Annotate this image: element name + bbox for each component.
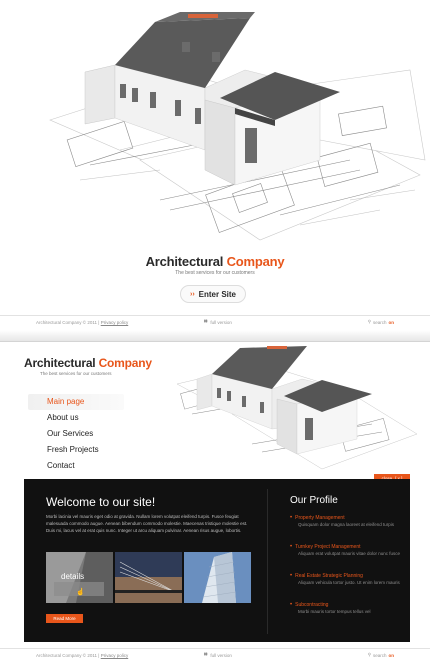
- thumbnail-details-label: details: [61, 572, 85, 581]
- footer-copyright: [36, 653, 128, 658]
- full-version-label: full version: [210, 320, 232, 325]
- inner-house-illustration: [172, 344, 420, 480]
- double-chevron-right-icon: ››: [189, 290, 195, 298]
- copyright-text: Architectural Company © 2011 |: [36, 320, 100, 325]
- full-version-icon: ⌗: [204, 319, 208, 325]
- profile-item-title: Subcontracting: [295, 602, 329, 608]
- profile-item-desc: Morbi mauris tortor tempus tellus vel: [298, 609, 371, 614]
- search-prefix: search: [372, 319, 387, 325]
- footer-search[interactable]: [368, 319, 394, 325]
- logo-text-dark: Architectural: [145, 254, 224, 269]
- section-divider: [0, 330, 430, 342]
- profile-item-desc: Quisquam dolor magna laoreet at eleifend turpis: [298, 522, 395, 527]
- search-icon: ⚲: [367, 652, 371, 657]
- enter-site-label: Enter Site: [198, 289, 236, 299]
- footer-full-version[interactable]: [204, 319, 232, 326]
- nav-item-main-page[interactable]: Main page: [28, 394, 124, 410]
- profile-item-desc: Aliquam vehicula tortor justo. Ut enim lorem mauris: [298, 580, 400, 585]
- bullet-icon: •: [290, 573, 293, 579]
- profile-item[interactable]: [290, 573, 402, 602]
- thumbnail-tower[interactable]: [184, 552, 251, 603]
- nav-item-about-us[interactable]: About us: [47, 413, 79, 422]
- bullet-icon: •: [290, 515, 293, 521]
- profile-item-title: Property Management: [295, 515, 345, 521]
- read-more-button[interactable]: Read More: [46, 614, 83, 623]
- inner-logo-text-accent: Company: [98, 356, 152, 370]
- privacy-policy-link[interactable]: Privacy policy: [100, 653, 129, 658]
- bullet-icon: •: [290, 544, 293, 550]
- copyright-text: Architectural Company © 2011 |: [36, 653, 100, 658]
- welcome-title: Welcome to our site!: [46, 495, 156, 509]
- profile-item-title: Turnkey Project Management: [295, 544, 361, 550]
- profile-item-title: Real Estate Strategic Planning: [295, 573, 363, 579]
- inner-logo-text-dark: Architectural: [24, 356, 96, 370]
- thumbnail-tower-image: [184, 552, 251, 603]
- nav-item-our-services[interactable]: Our Services: [47, 429, 94, 438]
- profile-title: Our Profile: [290, 495, 338, 506]
- thumbnail-gallery: [46, 552, 251, 603]
- welcome-text: Morbi lacinia vel mauris eget odio at gravida. Nullam lorem volutpat eleifend turpis. Fusce feugiat malesuada commodo augue. Aenean bibendum commodo molestie. Maecenas tristique molestie est. Duis mi, lacus vel at erat quis nunc. Integer ut arcu aliquam pulvinar. Aenean risus augue, lobortis.: [46, 514, 248, 533]
- splash-logo[interactable]: [0, 254, 430, 269]
- enter-site-button[interactable]: [180, 285, 246, 303]
- nav-item-contact[interactable]: Contact: [47, 461, 75, 470]
- splash-tagline: The best services for our customers: [175, 270, 255, 276]
- profile-item[interactable]: [290, 515, 402, 544]
- inner-page: [0, 342, 430, 648]
- pointer-cursor-icon: ☝: [76, 589, 85, 596]
- profile-item-desc: Aliquam erat volutpat mauris vitae dolor nunc fusce: [298, 551, 401, 556]
- search-accent: on: [388, 319, 394, 325]
- footer-search[interactable]: [368, 652, 394, 658]
- inner-footer: [0, 648, 430, 662]
- search-prefix: search: [372, 652, 387, 658]
- content-panel: [24, 479, 410, 642]
- thumbnail-bridge[interactable]: [115, 552, 182, 603]
- profile-item[interactable]: [290, 602, 402, 631]
- footer-full-version[interactable]: [204, 652, 232, 659]
- profile-list: [290, 515, 402, 631]
- house-blueprint-illustration: [20, 0, 430, 250]
- full-version-label: full version: [210, 653, 232, 658]
- footer-copyright: [36, 320, 128, 325]
- inner-logo[interactable]: [24, 356, 152, 370]
- search-accent: on: [388, 652, 394, 658]
- profile-item[interactable]: [290, 544, 402, 573]
- inner-tagline: The best services for our customers: [40, 371, 112, 376]
- logo-text-accent: Company: [226, 254, 285, 269]
- bullet-icon: •: [290, 602, 293, 608]
- privacy-policy-link[interactable]: Privacy policy: [100, 320, 129, 325]
- panel-separator: [267, 489, 268, 634]
- splash-footer: [0, 315, 430, 329]
- main-navigation: [28, 394, 124, 474]
- search-icon: ⚲: [367, 319, 371, 324]
- full-version-icon: ⌗: [204, 652, 208, 658]
- nav-item-fresh-projects[interactable]: Fresh Projects: [47, 445, 99, 454]
- thumbnail-bridge-image: [115, 552, 182, 603]
- thumbnail-interior[interactable]: [46, 552, 113, 603]
